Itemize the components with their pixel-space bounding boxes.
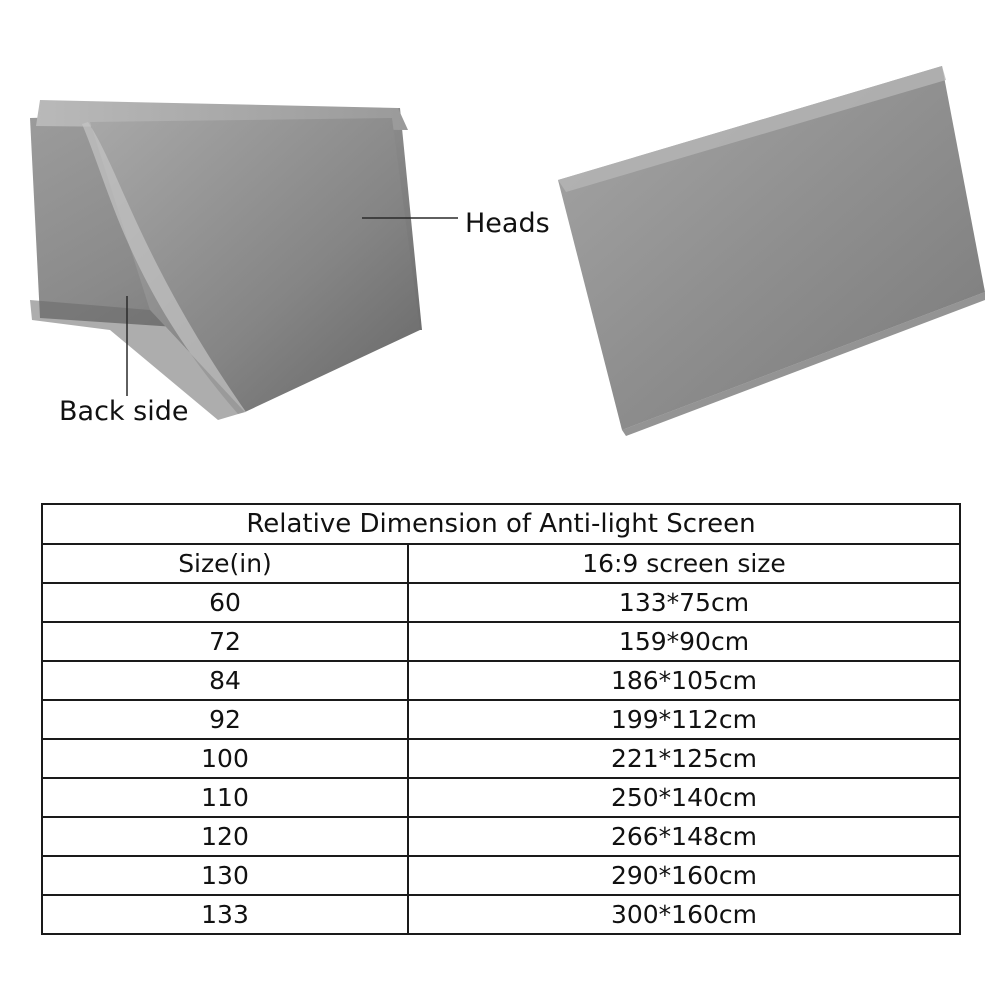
dimension-cell: 159*90cm	[408, 622, 960, 661]
header-screen-size: 16:9 screen size	[408, 544, 960, 583]
dimension-cell: 290*160cm	[408, 856, 960, 895]
dimension-table	[41, 503, 961, 935]
table-row	[42, 661, 960, 700]
table-row	[42, 778, 960, 817]
size-cell: 130	[42, 856, 408, 895]
heads-label: Heads	[465, 208, 550, 239]
size-cell: 84	[42, 661, 408, 700]
size-cell: 133	[42, 895, 408, 934]
table-row	[42, 739, 960, 778]
dimension-cell: 300*160cm	[408, 895, 960, 934]
table-row	[42, 583, 960, 622]
table-row	[42, 895, 960, 934]
size-cell: 100	[42, 739, 408, 778]
table-title: Relative Dimension of Anti-light Screen	[42, 504, 960, 544]
header-size: Size(in)	[42, 544, 408, 583]
size-cell: 72	[42, 622, 408, 661]
size-cell: 60	[42, 583, 408, 622]
size-cell: 92	[42, 700, 408, 739]
table-title-row	[42, 504, 960, 544]
flat-screen-right	[558, 66, 985, 436]
folded-screen-left	[30, 100, 422, 420]
table-row	[42, 856, 960, 895]
dimension-table-container	[41, 503, 959, 935]
dimension-cell: 250*140cm	[408, 778, 960, 817]
table-header-row	[42, 544, 960, 583]
product-photos	[0, 0, 1000, 470]
dimension-cell: 186*105cm	[408, 661, 960, 700]
table-row	[42, 700, 960, 739]
table-row	[42, 622, 960, 661]
dimension-cell: 199*112cm	[408, 700, 960, 739]
back-side-label: Back side	[59, 396, 189, 427]
dimension-cell: 221*125cm	[408, 739, 960, 778]
size-cell: 110	[42, 778, 408, 817]
table-row	[42, 817, 960, 856]
size-cell: 120	[42, 817, 408, 856]
dimension-cell: 266*148cm	[408, 817, 960, 856]
dimension-cell: 133*75cm	[408, 583, 960, 622]
